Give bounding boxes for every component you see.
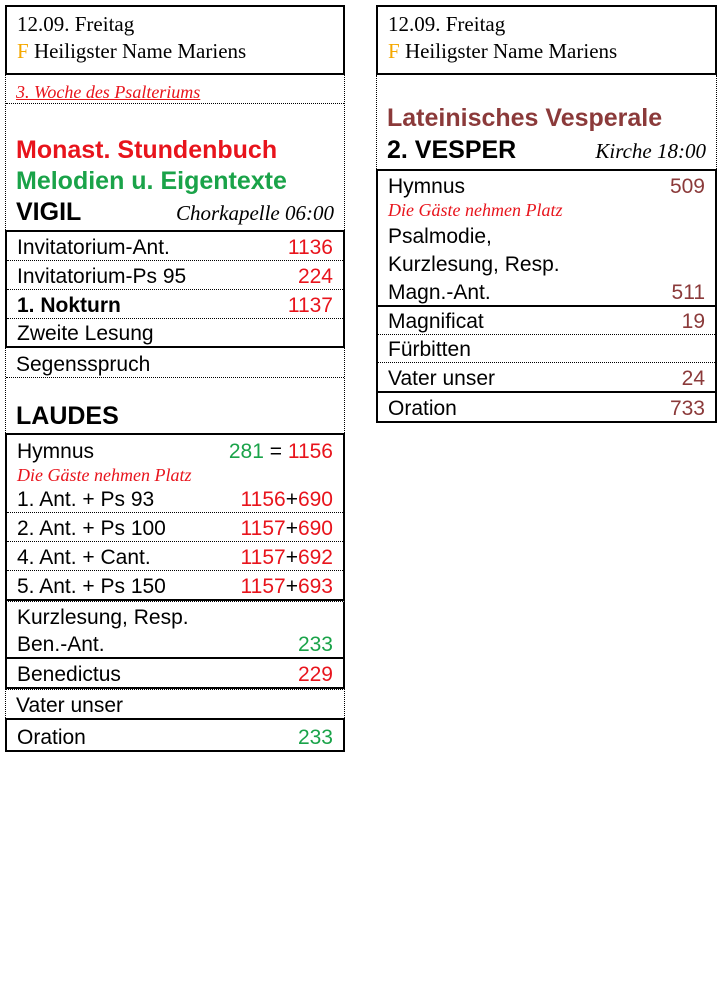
book-title-1: Monast. Stundenbuch bbox=[16, 136, 278, 164]
row-page: 1157+693 bbox=[240, 575, 333, 598]
row-label: 1. Nokturn bbox=[17, 294, 121, 317]
left-column bbox=[5, 5, 345, 752]
kurzlesung-row bbox=[7, 602, 343, 630]
vesper-oration-box bbox=[376, 393, 717, 423]
row-page: 24 bbox=[681, 367, 705, 390]
row-page: 233 bbox=[297, 726, 333, 749]
right-header bbox=[376, 5, 717, 75]
row-label: Magn.-Ant. bbox=[388, 281, 491, 304]
laudes-title: LAUDES bbox=[16, 402, 119, 430]
psalter-note: 3. Woche des Psalteriums bbox=[16, 82, 201, 102]
row-page: 1136 bbox=[287, 236, 333, 259]
psalmodie-row bbox=[378, 222, 715, 249]
row-page: 1157+690 bbox=[240, 517, 333, 540]
psalter-note-row bbox=[6, 75, 344, 104]
vesperale-title: Lateinisches Vesperale bbox=[387, 104, 663, 132]
row-label: 4. Ant. + Cant. bbox=[17, 546, 151, 569]
hymnus-row bbox=[7, 435, 343, 464]
row-label: Oration bbox=[17, 726, 86, 749]
left-feast-line bbox=[17, 38, 333, 65]
vesper-group-2 bbox=[376, 307, 717, 393]
ant-row-1 bbox=[7, 487, 343, 513]
feast-rank-letter: F bbox=[17, 39, 29, 63]
vesper-oration-row bbox=[378, 393, 715, 421]
book-title-2: Melodien u. Eigentexte bbox=[16, 167, 287, 195]
row-page: 509 bbox=[669, 175, 705, 198]
ben-ant-row bbox=[7, 630, 343, 657]
right-column bbox=[376, 5, 717, 423]
row-label: Zweite Lesung bbox=[17, 322, 154, 345]
ant-row-4 bbox=[7, 571, 343, 599]
left-feast: Heiligster Name Mariens bbox=[33, 39, 247, 63]
segensspruch-row bbox=[6, 348, 344, 378]
vesper-guests-note: Die Gäste nehmen Platz bbox=[388, 200, 563, 220]
vesper-kurzlesung-row bbox=[378, 249, 715, 277]
vesper-place: Kirche 18:00 bbox=[595, 139, 706, 163]
guests-note: Die Gäste nehmen Platz bbox=[17, 465, 192, 485]
row-label: Ben.-Ant. bbox=[17, 633, 105, 656]
row-page: 1157+692 bbox=[240, 546, 333, 569]
magnificat-row bbox=[378, 307, 715, 335]
vater-unser-block bbox=[5, 689, 345, 718]
ant-row-2 bbox=[7, 513, 343, 542]
vigil-row-3 bbox=[7, 290, 343, 319]
row-label: Invitatorium-Ant. bbox=[17, 236, 170, 259]
row-label: Oration bbox=[388, 397, 457, 420]
row-page: 233 bbox=[297, 633, 333, 656]
row-label: Psalmodie, bbox=[388, 225, 492, 248]
row-label: Kurzlesung, Resp. bbox=[17, 606, 189, 629]
row-label: Fürbitten bbox=[388, 338, 471, 361]
right-feast-line bbox=[388, 38, 705, 65]
vigil-title-row bbox=[6, 196, 344, 229]
vigil-place: Chorkapelle 06:00 bbox=[175, 201, 334, 225]
benedictus-group bbox=[5, 657, 345, 689]
fuerbitten-row bbox=[378, 335, 715, 363]
vigil-row-2 bbox=[7, 261, 343, 290]
row-label: Kurzlesung, Resp. bbox=[388, 253, 560, 276]
row-label: Vater unser bbox=[388, 367, 495, 390]
vigil-group bbox=[5, 230, 345, 348]
oration-row bbox=[7, 720, 343, 750]
feast-rank-letter: F bbox=[388, 39, 400, 63]
row-label: Segensspruch bbox=[16, 353, 151, 376]
row-label: Magnificat bbox=[388, 310, 484, 333]
laudes-group-1 bbox=[5, 433, 345, 601]
vesper-title-row bbox=[377, 134, 716, 167]
vigil-row-4 bbox=[7, 319, 343, 346]
left-intro bbox=[5, 75, 345, 230]
benedictus-row bbox=[7, 659, 343, 687]
right-feast: Heiligster Name Mariens bbox=[404, 39, 618, 63]
vigil-title: VIGIL bbox=[16, 198, 82, 226]
row-page: 733 bbox=[669, 397, 705, 420]
laudes-reading-block bbox=[5, 601, 345, 657]
vesper-vater-row bbox=[378, 363, 715, 391]
ant-row-3 bbox=[7, 542, 343, 571]
row-label: Vater unser bbox=[16, 694, 123, 717]
left-date: 12.09. Freitag bbox=[17, 12, 135, 36]
row-label: 1. Ant. + Ps 93 bbox=[17, 488, 155, 511]
row-label: 5. Ant. + Ps 150 bbox=[17, 575, 166, 598]
magn-ant-row bbox=[378, 277, 715, 305]
row-page: 229 bbox=[297, 663, 333, 686]
right-intro bbox=[376, 75, 717, 169]
row-page: 19 bbox=[681, 310, 705, 333]
row-label: Benedictus bbox=[17, 663, 121, 686]
row-label: Hymnus bbox=[388, 175, 466, 198]
row-page: 1137 bbox=[287, 294, 333, 317]
row-page: 511 bbox=[671, 281, 705, 304]
right-date: 12.09. Freitag bbox=[388, 12, 506, 36]
segensspruch-block bbox=[5, 348, 345, 433]
vesper-hymnus-row bbox=[378, 171, 715, 199]
row-page: 224 bbox=[297, 265, 333, 288]
row-label: Invitatorium-Ps 95 bbox=[17, 265, 187, 288]
left-header bbox=[5, 5, 345, 75]
vesper-group-1 bbox=[376, 169, 717, 307]
oration-box bbox=[5, 718, 345, 752]
vater-unser-row bbox=[6, 690, 344, 718]
vesper-title: 2. VESPER bbox=[387, 136, 517, 164]
row-label: Hymnus bbox=[17, 440, 95, 463]
row-page: 281 = 1156 bbox=[228, 440, 333, 463]
vigil-row-1 bbox=[7, 232, 343, 261]
row-label: 2. Ant. + Ps 100 bbox=[17, 517, 166, 540]
row-page: 1156+690 bbox=[240, 488, 333, 511]
